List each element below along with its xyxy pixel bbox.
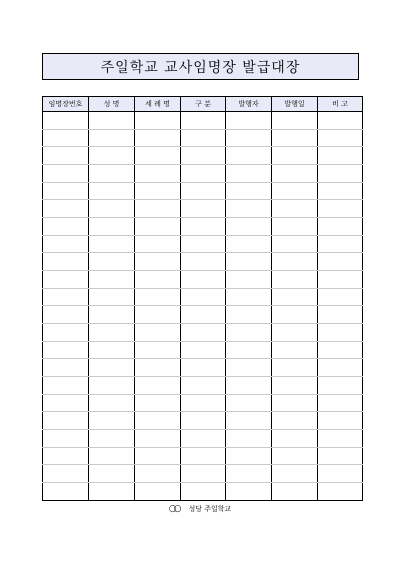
table-cell[interactable] bbox=[272, 218, 318, 236]
table-row bbox=[43, 200, 363, 218]
table-row bbox=[43, 129, 363, 147]
table-cell[interactable] bbox=[318, 182, 363, 200]
table-cell[interactable] bbox=[43, 253, 89, 271]
table-cell[interactable] bbox=[135, 412, 181, 430]
table-cell[interactable] bbox=[89, 165, 135, 183]
table-cell[interactable] bbox=[318, 483, 363, 501]
table-cell[interactable] bbox=[272, 129, 318, 147]
table-row bbox=[43, 182, 363, 200]
table-cell[interactable] bbox=[89, 430, 135, 448]
table-cell[interactable] bbox=[135, 359, 181, 377]
table-cell[interactable] bbox=[43, 147, 89, 165]
table-cell[interactable] bbox=[43, 324, 89, 342]
table-row bbox=[43, 483, 363, 501]
table-cell[interactable] bbox=[43, 465, 89, 483]
table-cell[interactable] bbox=[318, 412, 363, 430]
table-cell[interactable] bbox=[135, 147, 181, 165]
table-cell[interactable] bbox=[272, 182, 318, 200]
table-cell[interactable] bbox=[135, 324, 181, 342]
document-title-box bbox=[42, 53, 359, 80]
table-row bbox=[43, 465, 363, 483]
table-row bbox=[43, 235, 363, 253]
table-cell[interactable] bbox=[135, 447, 181, 465]
table-cell[interactable] bbox=[43, 129, 89, 147]
table-cell[interactable] bbox=[43, 394, 89, 412]
table-cell[interactable] bbox=[226, 465, 272, 483]
table-cell[interactable] bbox=[181, 430, 226, 448]
table-cell[interactable] bbox=[135, 483, 181, 501]
table-cell[interactable] bbox=[89, 253, 135, 271]
table-cell[interactable] bbox=[135, 129, 181, 147]
parish-placeholder-symbol: ○○ bbox=[168, 504, 179, 514]
table-cell[interactable] bbox=[135, 112, 181, 130]
table-row bbox=[43, 218, 363, 236]
table-cell[interactable] bbox=[181, 394, 226, 412]
table-cell[interactable] bbox=[181, 341, 226, 359]
table-cell[interactable] bbox=[89, 377, 135, 395]
table-cell[interactable] bbox=[226, 288, 272, 306]
table-cell[interactable] bbox=[226, 235, 272, 253]
table-cell[interactable] bbox=[272, 165, 318, 183]
table-cell[interactable] bbox=[181, 324, 226, 342]
table-row bbox=[43, 394, 363, 412]
table-cell[interactable] bbox=[89, 288, 135, 306]
table-cell[interactable] bbox=[318, 253, 363, 271]
table-cell[interactable] bbox=[318, 200, 363, 218]
table-row bbox=[43, 447, 363, 465]
table-cell[interactable] bbox=[135, 394, 181, 412]
table-cell[interactable] bbox=[318, 430, 363, 448]
table-cell[interactable] bbox=[181, 447, 226, 465]
table-cell[interactable] bbox=[135, 465, 181, 483]
table-cell[interactable] bbox=[272, 306, 318, 324]
column-header-category: 구 분 bbox=[181, 97, 226, 112]
table-cell[interactable] bbox=[226, 430, 272, 448]
table-cell[interactable] bbox=[318, 271, 363, 289]
table-cell[interactable] bbox=[181, 235, 226, 253]
table-cell[interactable] bbox=[181, 377, 226, 395]
column-header-issue-date: 발행일 bbox=[272, 97, 318, 112]
issuance-ledger-table bbox=[42, 96, 363, 501]
table-cell[interactable] bbox=[318, 288, 363, 306]
table-cell[interactable] bbox=[43, 447, 89, 465]
table-cell[interactable] bbox=[318, 235, 363, 253]
table-cell[interactable] bbox=[272, 324, 318, 342]
table-cell[interactable] bbox=[318, 218, 363, 236]
table-cell[interactable] bbox=[272, 359, 318, 377]
table-cell[interactable] bbox=[135, 200, 181, 218]
table-cell[interactable] bbox=[181, 465, 226, 483]
table-cell[interactable] bbox=[43, 271, 89, 289]
table-row bbox=[43, 112, 363, 130]
table-cell[interactable] bbox=[318, 324, 363, 342]
table-cell[interactable] bbox=[318, 112, 363, 130]
table-cell[interactable] bbox=[272, 341, 318, 359]
table-row bbox=[43, 377, 363, 395]
table-cell[interactable] bbox=[226, 412, 272, 430]
table-cell[interactable] bbox=[226, 200, 272, 218]
table-cell[interactable] bbox=[226, 341, 272, 359]
table-cell[interactable] bbox=[89, 147, 135, 165]
table-cell[interactable] bbox=[89, 200, 135, 218]
table-row bbox=[43, 430, 363, 448]
table-cell[interactable] bbox=[272, 412, 318, 430]
column-header-baptismal-name: 세 례 명 bbox=[135, 97, 181, 112]
table-cell[interactable] bbox=[181, 359, 226, 377]
table-cell[interactable] bbox=[89, 129, 135, 147]
column-header-certificate-number: 임명장번호 bbox=[43, 97, 89, 112]
table-cell[interactable] bbox=[181, 253, 226, 271]
table-row bbox=[43, 324, 363, 342]
table-cell[interactable] bbox=[181, 271, 226, 289]
table-cell[interactable] bbox=[318, 147, 363, 165]
table-cell[interactable] bbox=[318, 165, 363, 183]
table-cell[interactable] bbox=[226, 483, 272, 501]
table-cell[interactable] bbox=[226, 271, 272, 289]
table-cell[interactable] bbox=[43, 165, 89, 183]
table-cell[interactable] bbox=[181, 306, 226, 324]
table-cell[interactable] bbox=[318, 306, 363, 324]
table-cell[interactable] bbox=[181, 165, 226, 183]
table-cell[interactable] bbox=[226, 447, 272, 465]
table-cell[interactable] bbox=[318, 359, 363, 377]
table-cell[interactable] bbox=[135, 341, 181, 359]
table-cell[interactable] bbox=[272, 200, 318, 218]
table-cell[interactable] bbox=[272, 235, 318, 253]
table-cell[interactable] bbox=[226, 147, 272, 165]
table-cell[interactable] bbox=[89, 483, 135, 501]
table-cell[interactable] bbox=[89, 412, 135, 430]
table-cell[interactable] bbox=[181, 483, 226, 501]
table-cell[interactable] bbox=[318, 447, 363, 465]
table-row bbox=[43, 165, 363, 183]
table-cell[interactable] bbox=[181, 412, 226, 430]
column-header-issuer: 발행자 bbox=[226, 97, 272, 112]
table-cell[interactable] bbox=[43, 483, 89, 501]
table-cell[interactable] bbox=[181, 147, 226, 165]
table-cell[interactable] bbox=[135, 218, 181, 236]
column-header-remarks: 비 고 bbox=[318, 97, 363, 112]
footer-label: 성당 주일학교 bbox=[188, 505, 232, 513]
table-row bbox=[43, 341, 363, 359]
table-cell[interactable] bbox=[318, 394, 363, 412]
ledger-body bbox=[43, 112, 363, 501]
table-cell[interactable] bbox=[135, 288, 181, 306]
table-cell[interactable] bbox=[181, 182, 226, 200]
table-cell[interactable] bbox=[226, 253, 272, 271]
table-cell[interactable] bbox=[135, 430, 181, 448]
table-row bbox=[43, 253, 363, 271]
table-cell[interactable] bbox=[226, 377, 272, 395]
table-row bbox=[43, 412, 363, 430]
table-row bbox=[43, 147, 363, 165]
table-cell[interactable] bbox=[89, 112, 135, 130]
header-row bbox=[43, 97, 363, 112]
table-row bbox=[43, 359, 363, 377]
table-row bbox=[43, 306, 363, 324]
table-cell[interactable] bbox=[272, 271, 318, 289]
table-cell[interactable] bbox=[272, 253, 318, 271]
table-cell[interactable] bbox=[135, 165, 181, 183]
table-cell[interactable] bbox=[89, 447, 135, 465]
table-cell[interactable] bbox=[226, 165, 272, 183]
table-cell[interactable] bbox=[272, 288, 318, 306]
table-cell[interactable] bbox=[135, 253, 181, 271]
table-cell[interactable] bbox=[272, 483, 318, 501]
table-cell[interactable] bbox=[272, 447, 318, 465]
table-cell[interactable] bbox=[272, 430, 318, 448]
table-cell[interactable] bbox=[226, 324, 272, 342]
table-cell[interactable] bbox=[181, 288, 226, 306]
table-cell[interactable] bbox=[272, 377, 318, 395]
table-cell[interactable] bbox=[89, 394, 135, 412]
table-cell[interactable] bbox=[89, 218, 135, 236]
column-header-name: 성 명 bbox=[89, 97, 135, 112]
table-cell[interactable] bbox=[318, 465, 363, 483]
table-cell[interactable] bbox=[181, 129, 226, 147]
table-cell[interactable] bbox=[43, 341, 89, 359]
table-cell[interactable] bbox=[135, 377, 181, 395]
table-cell[interactable] bbox=[43, 218, 89, 236]
table-cell[interactable] bbox=[89, 271, 135, 289]
table-cell[interactable] bbox=[89, 235, 135, 253]
table-cell[interactable] bbox=[43, 182, 89, 200]
table-cell[interactable] bbox=[272, 147, 318, 165]
table-cell[interactable] bbox=[181, 200, 226, 218]
table-row bbox=[43, 288, 363, 306]
table-cell[interactable] bbox=[226, 306, 272, 324]
table-cell[interactable] bbox=[43, 200, 89, 218]
table-cell[interactable] bbox=[89, 341, 135, 359]
table-cell[interactable] bbox=[43, 359, 89, 377]
table-cell[interactable] bbox=[135, 271, 181, 289]
table-cell[interactable] bbox=[226, 359, 272, 377]
table-cell[interactable] bbox=[135, 182, 181, 200]
table-cell[interactable] bbox=[318, 341, 363, 359]
table-cell[interactable] bbox=[43, 377, 89, 395]
table-cell[interactable] bbox=[226, 394, 272, 412]
table-cell[interactable] bbox=[135, 235, 181, 253]
table-cell[interactable] bbox=[43, 288, 89, 306]
table-cell[interactable] bbox=[181, 112, 226, 130]
table-cell[interactable] bbox=[226, 218, 272, 236]
table-cell[interactable] bbox=[318, 129, 363, 147]
table-cell[interactable] bbox=[43, 412, 89, 430]
table-cell[interactable] bbox=[135, 306, 181, 324]
table-cell[interactable] bbox=[89, 306, 135, 324]
table-cell[interactable] bbox=[43, 430, 89, 448]
table-cell[interactable] bbox=[226, 182, 272, 200]
table-cell[interactable] bbox=[43, 235, 89, 253]
table-row bbox=[43, 271, 363, 289]
document-title: 주일학교 교사임명장 발급대장 bbox=[100, 59, 301, 76]
footer bbox=[0, 502, 400, 516]
table-cell[interactable] bbox=[89, 182, 135, 200]
table-cell[interactable] bbox=[272, 465, 318, 483]
table-cell[interactable] bbox=[181, 218, 226, 236]
table-cell[interactable] bbox=[89, 324, 135, 342]
table-cell[interactable] bbox=[43, 112, 89, 130]
table-cell[interactable] bbox=[43, 306, 89, 324]
table-cell[interactable] bbox=[272, 112, 318, 130]
table-cell[interactable] bbox=[272, 394, 318, 412]
table-cell[interactable] bbox=[226, 129, 272, 147]
table-cell[interactable] bbox=[226, 112, 272, 130]
table-cell[interactable] bbox=[89, 465, 135, 483]
table-cell[interactable] bbox=[89, 359, 135, 377]
table-cell[interactable] bbox=[318, 377, 363, 395]
